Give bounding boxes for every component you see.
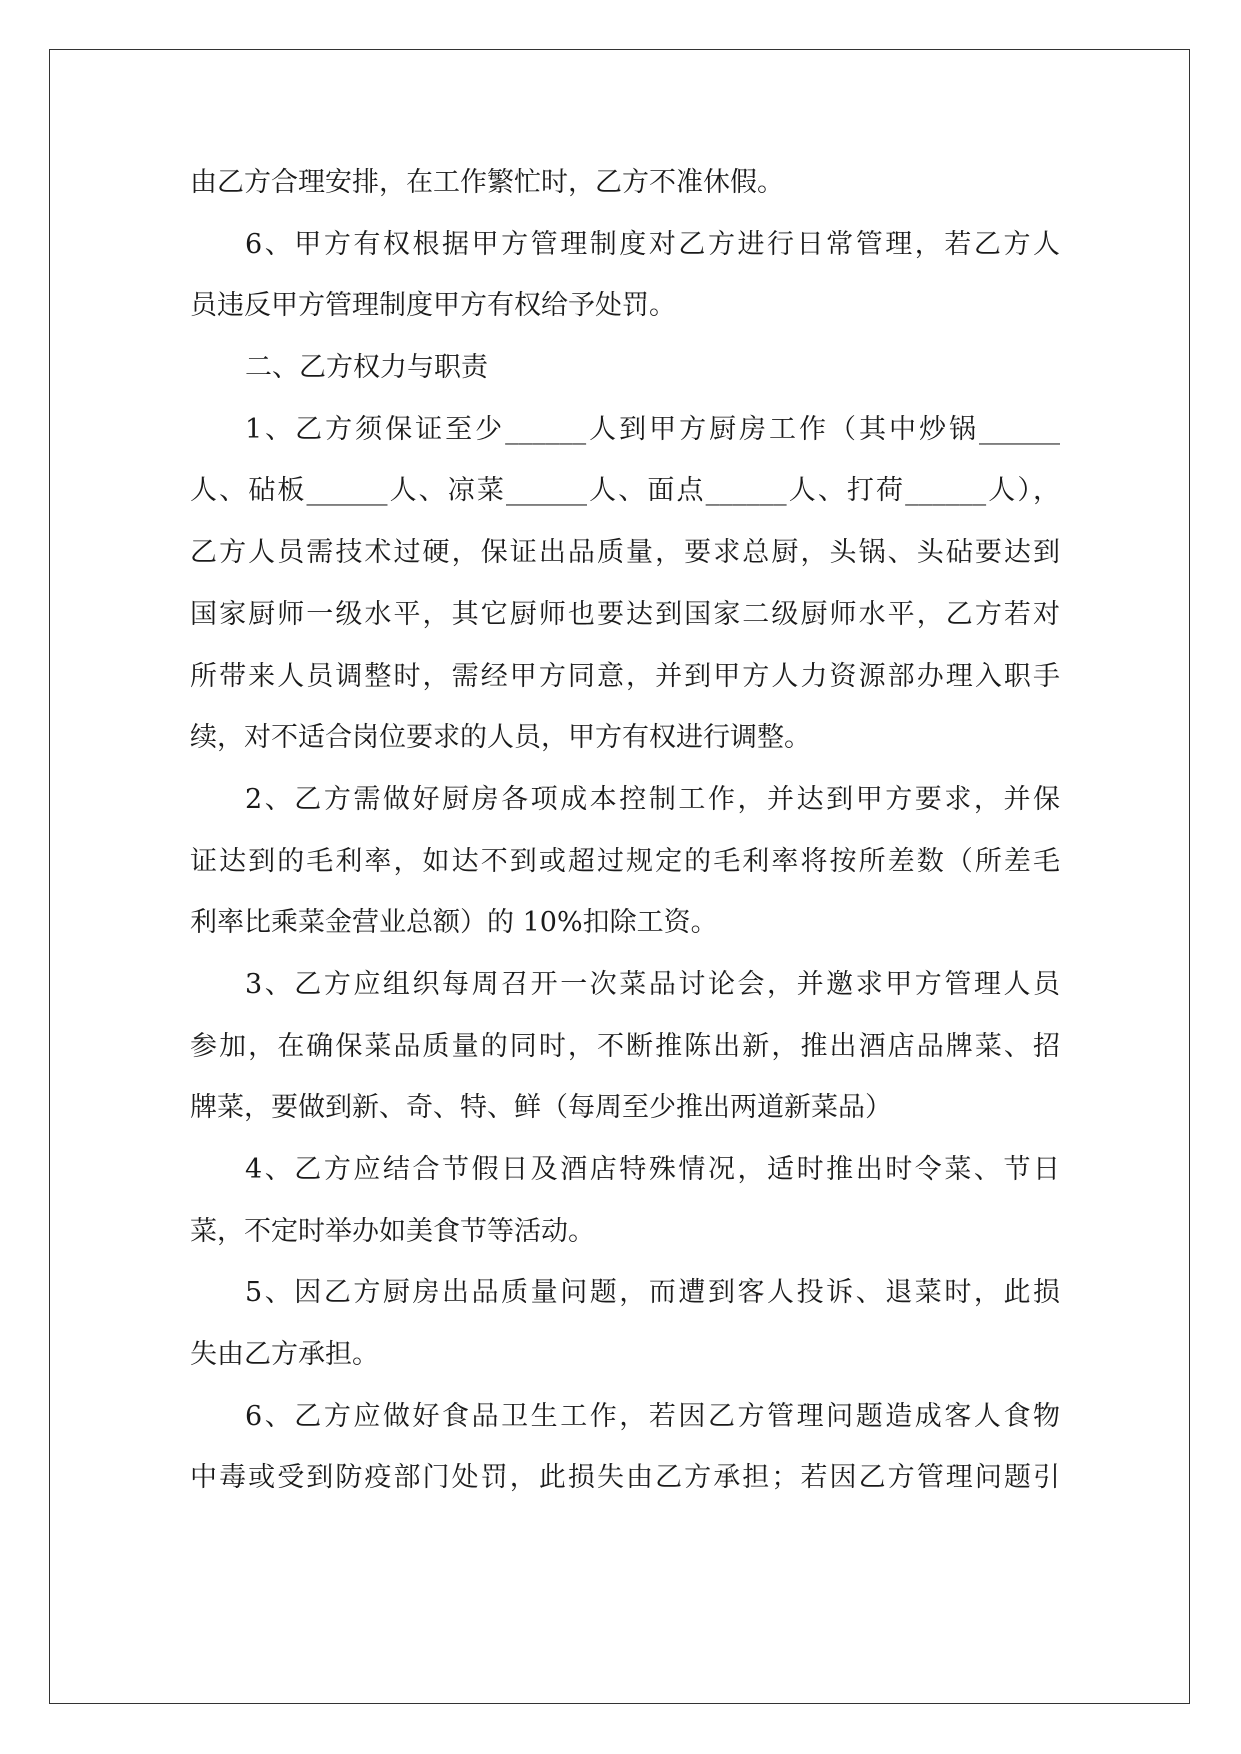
text-line: 牌菜，要做到新、奇、特、鲜（每周至少推出两道新菜品） <box>190 1092 892 1124</box>
text-line: 证达到的毛利率，如达不到或超过规定的毛利率将按所差数（所差毛 <box>190 845 1060 877</box>
text-line: 菜，不定时举办如美食节等活动。 <box>190 1215 595 1247</box>
text-line: 4、乙方应结合节假日及酒店特殊情况，适时推出时令菜、节日 <box>245 1154 1060 1185</box>
text-line: 6、乙方应做好食品卫生工作，若因乙方管理问题造成客人食物 <box>245 1400 1060 1432</box>
text-line: 员违反甲方管理制度甲方有权给予处罚。 <box>190 290 676 322</box>
text-line: 乙方人员需技术过硬，保证出品质量，要求总厨，头锅、头砧要达到 <box>190 537 1060 569</box>
text-line: 2、乙方需做好厨房各项成本控制工作，并达到甲方要求，并保 <box>245 783 1060 815</box>
text-line: 二、乙方权力与职责 <box>245 352 488 384</box>
text-line: 中毒或受到防疫部门处罚，此损失由乙方承担；若因乙方管理问题引 <box>190 1462 1060 1494</box>
text-line: 6、甲方有权根据甲方管理制度对乙方进行日常管理，若乙方人 <box>245 228 1060 260</box>
text-line: 3、乙方应组织每周召开一次菜品讨论会，并邀求甲方管理人员 <box>245 968 1060 1000</box>
document-body <box>190 152 1060 1509</box>
text-line: 失由乙方承担。 <box>190 1339 379 1371</box>
text-line: 续，对不适合岗位要求的人员，甲方有权进行调整。 <box>190 722 811 754</box>
text-line: 国家厨师一级水平，其它厨师也要达到国家二级厨师水平，乙方若对 <box>190 598 1060 630</box>
text-line: 1、乙方须保证至少______人到甲方厨房工作（其中炒锅______ <box>245 413 1060 445</box>
text-line: 人、砧板______人、凉菜______人、面点______人、打荷______人）， <box>190 475 1060 507</box>
text-line: 所带来人员调整时，需经甲方同意，并到甲方人力资源部办理入职手 <box>190 660 1060 692</box>
text-line: 参加，在确保菜品质量的同时，不断推陈出新，推出酒店品牌菜、招 <box>190 1030 1060 1062</box>
text-line: 利率比乘菜金营业总额）的 10%扣除工资。 <box>190 907 718 939</box>
text-line: 由乙方合理安排，在工作繁忙时，乙方不准休假。 <box>190 167 784 198</box>
text-line: 5、因乙方厨房出品质量问题，而遭到客人投诉、退菜时，此损 <box>245 1277 1060 1309</box>
